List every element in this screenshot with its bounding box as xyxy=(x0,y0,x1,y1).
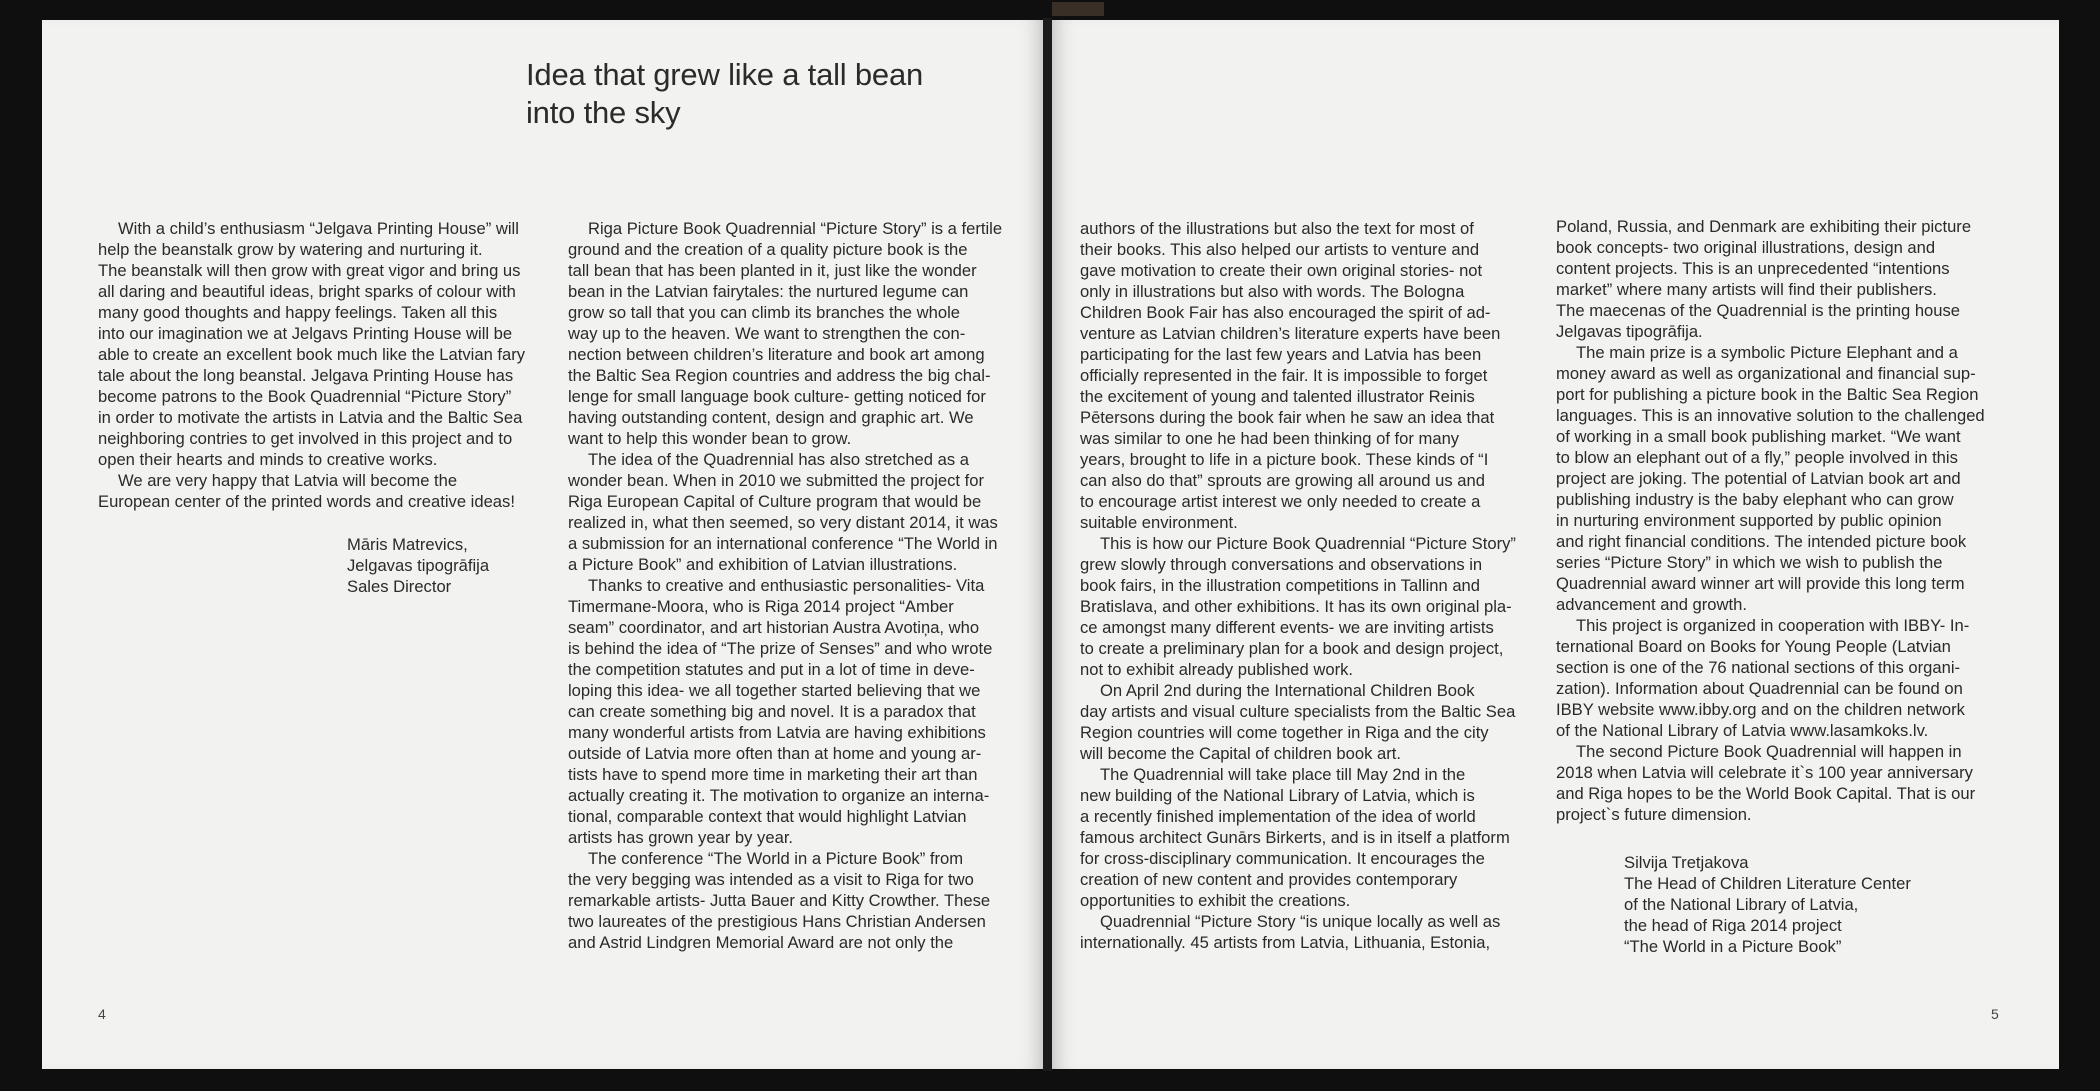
signature-line: “The World in a Picture Book” xyxy=(1624,937,1842,956)
text-line: not to exhibit already published work. xyxy=(1080,660,1354,679)
signature-line: Silvija Tretjakova xyxy=(1624,853,1749,872)
title-line-1: Idea that grew like a tall bean xyxy=(526,57,924,92)
text-line: wonder bean. When in 2010 we submitted the project for xyxy=(568,471,985,490)
text-line: section is one of the 76 national sections of this organi- xyxy=(1556,658,1961,677)
text-line: The maecenas of the Quadrennial is the printing house xyxy=(1556,301,1961,320)
text-line: many good thoughts and happy feelings. Taken all this xyxy=(98,303,498,322)
signature-line: Sales Director xyxy=(347,577,452,596)
title-line-2: into the sky xyxy=(526,95,681,130)
signature-line: The Head of Children Literature Center xyxy=(1624,874,1911,893)
text-line: project are joking. The potential of Latvian book art and xyxy=(1556,469,1961,488)
text-line: way up to the heaven. We want to strengthen the con- xyxy=(568,324,966,343)
text-line: help the beanstalk grow by watering and nurturing it. xyxy=(98,240,483,259)
text-line: Riga Picture Book Quadrennial “Picture Story” is a fertile xyxy=(588,219,1003,238)
text-line: The conference “The World in a Picture Book” from xyxy=(588,849,964,868)
text-line: The beanstalk will then grow with great vigor and bring us xyxy=(98,261,521,280)
text-line: lenge for small language book culture- getting noticed for xyxy=(568,387,986,406)
text-line: ground and the creation of a quality picture book is the xyxy=(568,240,968,259)
text-line: famous architect Gunārs Birkerts, and is in itself a platform xyxy=(1080,828,1510,847)
text-line: gave motivation to create their own original stories- not xyxy=(1080,261,1483,280)
text-line: having outstanding content, design and graphic art. We xyxy=(568,408,974,427)
text-line: and Riga hopes to be the World Book Capital. That is our xyxy=(1556,784,1976,803)
text-line: languages. This is an innovative solution to the challenged xyxy=(1556,406,1985,425)
text-line: only in illustrations but also with words. The Bologna xyxy=(1080,282,1465,301)
text-line: Riga European Capital of Culture program that would be xyxy=(568,492,982,511)
text-line: the competition statutes and put in a lot of time in deve- xyxy=(568,660,975,679)
text-column-2 xyxy=(568,218,1023,953)
text-line: artists has grown year by year. xyxy=(568,828,794,847)
text-line: The main prize is a symbolic Picture Elephant and a xyxy=(1576,343,1958,362)
text-line: ternational Board on Books for Young People (Latvian xyxy=(1556,637,1951,656)
text-line: European center of the printed words and creative ideas! xyxy=(98,492,515,511)
text-line: want to help this wonder bean to grow. xyxy=(568,429,852,448)
text-line: advancement and growth. xyxy=(1556,595,1747,614)
text-line: to encourage artist interest we only needed to create a xyxy=(1080,492,1481,511)
text-line: into our imagination we at Jelgavs Printing House will be xyxy=(98,324,513,343)
text-line: in nurturing environment supported by public opinion xyxy=(1556,511,1942,530)
text-line: remarkable artists- Jutta Bauer and Kitty Crowther. These xyxy=(568,891,991,910)
text-line: port for publishing a picture book in the Baltic Sea Region xyxy=(1556,385,1979,404)
text-line: able to create an excellent book much like the Latvian fary xyxy=(98,345,526,364)
text-line: tists have to spend more time in marketing their art than xyxy=(568,765,978,784)
text-line: participating for the last few years and Latvia has been xyxy=(1080,345,1482,364)
text-line: two laureates of the prestigious Hans Christian Andersen xyxy=(568,912,986,931)
text-line: tall bean that has been planted in it, just like the wonder xyxy=(568,261,977,280)
text-line: neighboring contries to get involved in this project and to xyxy=(98,429,513,448)
signature-line: the head of Riga 2014 project xyxy=(1624,916,1842,935)
text-line: Thanks to creative and enthusiastic personalities- Vita xyxy=(588,576,985,595)
text-line: actually creating it. The motivation to organize an interna- xyxy=(568,786,990,805)
text-line: ce amongst many different events- we are inviting artists xyxy=(1080,618,1494,637)
text-line: officially represented in the fair. It is impossible to forget xyxy=(1080,366,1488,385)
signature-block-2 xyxy=(1624,852,1911,957)
text-line: internationally. 45 artists from Latvia, Lithuania, Estonia, xyxy=(1080,933,1491,952)
text-line: a recently finished implementation of the idea of world xyxy=(1080,807,1476,826)
text-line: On April 2nd during the International Children Book xyxy=(1100,681,1475,700)
text-line: venture as Latvian children’s literature experts have been xyxy=(1080,324,1501,343)
text-line: was similar to one he had been thinking of for many xyxy=(1080,429,1460,448)
text-line: book concepts- two original illustrations, design and xyxy=(1556,238,1936,257)
text-line: money award as well as organizational and financial sup- xyxy=(1556,364,1976,383)
text-line: can also do that” sprouts are growing all around us and xyxy=(1080,471,1485,490)
text-line: IBBY website www.ibby.org and on the children network xyxy=(1556,700,1965,719)
text-line: their books. This also helped our artists to venture and xyxy=(1080,240,1480,259)
text-line: nection between children’s literature and book art among xyxy=(568,345,985,364)
text-column-1 xyxy=(98,218,553,512)
text-line: a submission for an international conference “The World in xyxy=(568,534,998,553)
text-line: the Baltic Sea Region countries and address the big chal- xyxy=(568,366,991,385)
text-column-3 xyxy=(1080,218,1535,953)
text-line: creation of new content and provides contemporary xyxy=(1080,870,1458,889)
text-line: new building of the National Library of Latvia, which is xyxy=(1080,786,1475,805)
text-line: become patrons to the Book Quadrennial “Picture Story” xyxy=(98,387,512,406)
text-line: authors of the illustrations but also the text for most of xyxy=(1080,219,1474,238)
text-line: The idea of the Quadrennial has also stretched as a xyxy=(588,450,969,469)
text-line: suitable environment. xyxy=(1080,513,1238,532)
signature-line: Māris Matrevics, xyxy=(347,535,468,554)
text-line: realized in, what then seemed, so very distant 2014, it was xyxy=(568,513,998,532)
text-line: Jelgavas tipogrāfija. xyxy=(1556,322,1703,341)
text-line: The Quadrennial will take place till May 2nd in the xyxy=(1100,765,1466,784)
binding-mark xyxy=(1052,2,1104,16)
text-line: This is how our Picture Book Quadrennial “Picture Story” xyxy=(1100,534,1516,553)
text-line: The second Picture Book Quadrennial will happen in xyxy=(1576,742,1962,761)
text-line: Region countries will come together in Riga and the city xyxy=(1080,723,1489,742)
text-line: bean in the Latvian fairytales: the nurtured legume can xyxy=(568,282,969,301)
text-line: loping this idea- we all together started believing that we xyxy=(568,681,981,700)
text-line: is behind the idea of “The prize of Senses” and who wrote xyxy=(568,639,993,658)
text-line: of the National Library of Latvia www.lasamkoks.lv. xyxy=(1556,721,1929,740)
signature-line: Jelgavas tipogrāfija xyxy=(347,556,490,575)
text-line: This project is organized in cooperation with IBBY- In- xyxy=(1576,616,1970,635)
text-line: to create a preliminary plan for a book and design project, xyxy=(1080,639,1504,658)
text-line: will become the Capital of children book art. xyxy=(1080,744,1401,763)
text-line: day artists and visual culture specialists from the Baltic Sea xyxy=(1080,702,1516,721)
text-line: outside of Latvia more often than at home and young ar- xyxy=(568,744,982,763)
text-line: of working in a small book publishing market. “We want xyxy=(1556,427,1961,446)
text-line: a Picture Book” and exhibition of Latvian illustrations. xyxy=(568,555,958,574)
text-line: publishing industry is the baby elephant who can grow xyxy=(1556,490,1954,509)
page-number-left: 4 xyxy=(98,1006,106,1022)
text-line: project`s future dimension. xyxy=(1556,805,1752,824)
text-line: grow so tall that you can climb its branches the whole xyxy=(568,303,960,322)
text-line: open their hearts and minds to creative works. xyxy=(98,450,438,469)
text-line: market” where many artists will find their publishers. xyxy=(1556,280,1937,299)
text-line: tale about the long beanstal. Jelgava Printing House has xyxy=(98,366,514,385)
page-number-right: 5 xyxy=(1991,1006,1999,1022)
text-line: years, brought to life in a picture book. These kinds of “I xyxy=(1080,450,1489,469)
text-line: in order to motivate the artists in Latvia and the Baltic Sea xyxy=(98,408,523,427)
text-line: With a child’s enthusiasm “Jelgava Printing House” will xyxy=(118,219,519,238)
text-line: opportunities to exhibit the creations. xyxy=(1080,891,1351,910)
text-line: and Astrid Lindgren Memorial Award are not only the xyxy=(568,933,954,952)
text-line: zation). Information about Quadrennial can be found on xyxy=(1556,679,1963,698)
text-line: Bratislava, and other exhibitions. It has its own original pla- xyxy=(1080,597,1512,616)
text-line: and right financial conditions. The intended picture book xyxy=(1556,532,1967,551)
text-line: We are very happy that Latvia will become the xyxy=(118,471,458,490)
text-line: content projects. This is an unprecedented “intentions xyxy=(1556,259,1950,278)
text-line: tional, comparable context that would highlight Latvian xyxy=(568,807,967,826)
text-line: Pētersons during the book fair when he saw an idea that xyxy=(1080,408,1495,427)
text-line: for cross-disciplinary communication. It encourages the xyxy=(1080,849,1485,868)
text-line: the excitement of young and talented illustrator Reinis xyxy=(1080,387,1475,406)
text-line: seam” coordinator, and art historian Austra Avotiņa, who xyxy=(568,618,980,637)
text-line: to blow an elephant out of a fly,” people involved in this xyxy=(1556,448,1958,467)
text-line: Poland, Russia, and Denmark are exhibiting their picture xyxy=(1556,217,1972,236)
text-line: can create something big and novel. It is a paradox that xyxy=(568,702,976,721)
text-line: grew slowly through conversations and observations in xyxy=(1080,555,1483,574)
signature-line: of the National Library of Latvia, xyxy=(1624,895,1859,914)
text-line: Children Book Fair has also encouraged the spirit of ad- xyxy=(1080,303,1491,322)
text-line: book fairs, in the illustration competitions in Tallinn and xyxy=(1080,576,1481,595)
text-line: Timermane-Moora, who is Riga 2014 project “Amber xyxy=(568,597,954,616)
article-title xyxy=(526,56,923,132)
text-line: series “Picture Story” in which we wish to publish the xyxy=(1556,553,1943,572)
text-line: Quadrennial “Picture Story “is unique locally as well as xyxy=(1100,912,1501,931)
text-line: 2018 when Latvia will celebrate it`s 100 year anniversary xyxy=(1556,763,1973,782)
text-line: the very begging was intended as a visit to Riga for two xyxy=(568,870,974,889)
text-line: many wonderful artists from Latvia are having exhibitions xyxy=(568,723,986,742)
signature-block-1 xyxy=(347,534,489,597)
text-column-4 xyxy=(1556,216,2011,825)
text-line: all daring and beautiful ideas, bright sparks of colour with xyxy=(98,282,516,301)
book-spine xyxy=(1043,18,1052,1071)
text-line: Quadrennial award winner art will provide this long term xyxy=(1556,574,1965,593)
